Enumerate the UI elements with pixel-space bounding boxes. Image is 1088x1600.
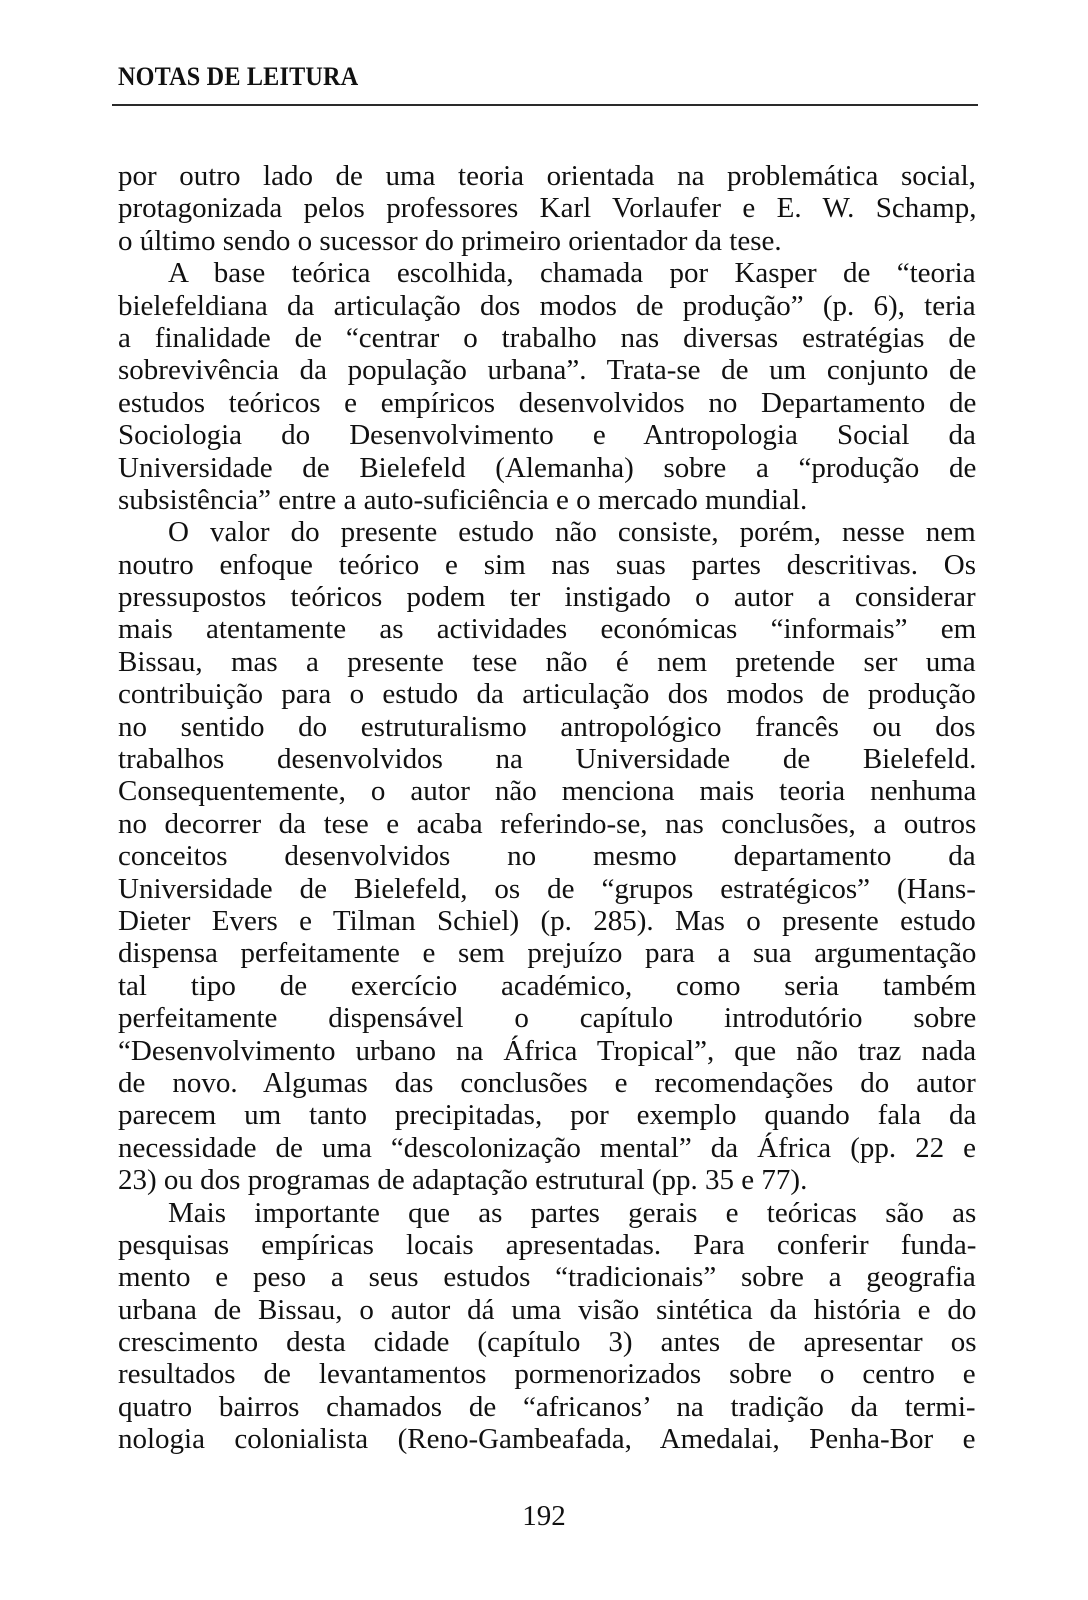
text-line-content: crescimento desta cidade (capítulo 3) antes de apresentar os: [118, 1326, 977, 1359]
text-line: [118, 354, 976, 386]
text-line-content: Sociologia do Desenvolvimento e Antropologia Social da: [118, 419, 976, 452]
text-line: [118, 1099, 976, 1131]
text-line: [118, 225, 976, 257]
text-line: [118, 646, 976, 678]
text-line: [118, 1035, 976, 1067]
text-line-content: parecem um tanto precipitadas, por exemplo quando fala da: [118, 1099, 977, 1132]
text-line-content: noutro enfoque teórico e sim nas suas partes descritivas. Os: [118, 548, 976, 581]
text-line-content: bielefeldiana da articulação dos modos de produção” (p. 6), teria: [118, 289, 976, 322]
text-line: [118, 808, 976, 840]
body-text: [118, 160, 976, 1456]
text-line-content: de novo. Algumas das conclusões e recomendações do autor: [118, 1066, 976, 1099]
text-line-content: Universidade de Bielefeld (Alemanha) sobre a “produção de: [118, 451, 977, 484]
text-line-content: estudos teóricos e empíricos desenvolvidos no Departamento de: [118, 386, 977, 419]
text-line-content: por outro lado de uma teoria orientada na problemática social,: [118, 160, 976, 192]
text-line-content: a finalidade de “centrar o trabalho nas diversas estratégias de: [118, 321, 976, 354]
text-line: [118, 873, 976, 905]
text-line: [118, 192, 976, 224]
text-line-content: Mais importante que as partes gerais e teóricas são as: [168, 1196, 977, 1229]
text-line: [118, 743, 976, 775]
text-line: [118, 484, 976, 516]
text-line: [118, 840, 976, 872]
text-line-content: o último sendo o sucessor do primeiro orientador da tese.: [118, 224, 782, 257]
text-line: [118, 581, 976, 613]
text-line: [118, 1391, 976, 1423]
text-line: [118, 516, 976, 548]
running-head-title: NOTAS DE LEITURA: [118, 62, 359, 91]
text-line-content: tal tipo de exercício académico, como seria também: [118, 969, 977, 1002]
text-line: [118, 775, 976, 807]
text-line-content: subsistência” entre a auto-suficiência e o mercado mundial.: [118, 483, 808, 516]
text-line: [118, 549, 976, 581]
text-line-content: Consequentemente, o autor não menciona mais teoria nenhuma: [118, 775, 977, 808]
text-line: [118, 1358, 976, 1390]
text-line: [118, 1261, 976, 1293]
text-line-content: quatro bairros chamados de “africanos’ na tradição da termi-: [118, 1390, 976, 1423]
text-line: [118, 1326, 976, 1358]
text-line: [118, 1067, 976, 1099]
text-line: [118, 1132, 976, 1164]
text-line-content: trabalhos desenvolvidos na Universidade de Bielefeld.: [118, 743, 977, 776]
text-line-content: no sentido do estruturalismo antropológico francês ou dos: [118, 710, 976, 743]
text-line: [118, 322, 976, 354]
text-line: [118, 970, 976, 1002]
text-line-content: nologia colonialista (Reno-Gambeafada, Amedalai, Penha-Bor e: [118, 1423, 976, 1456]
text-line: [118, 1197, 976, 1229]
text-line-content: conceitos desenvolvidos no mesmo departamento da: [118, 840, 976, 873]
text-line-content: “Desenvolvimento urbano na África Tropical”, que não traz nada: [118, 1034, 977, 1067]
text-line: [118, 452, 976, 484]
text-line-content: perfeitamente dispensável o capítulo introdutório sobre: [118, 1002, 977, 1035]
text-line-content: mais atentamente as actividades económicas “informais” em: [118, 613, 977, 646]
text-line-content: 23) ou dos programas de adaptação estrutural (pp. 35 e 77).: [118, 1164, 808, 1197]
text-line-content: Universidade de Bielefeld, os de “grupos estratégicos” (Hans-: [118, 872, 976, 905]
text-line-content: urbana de Bissau, o autor dá uma visão sintética da história e do: [118, 1293, 977, 1326]
text-line: [118, 419, 976, 451]
text-line-content: pressupostos teóricos podem ter instigado o autor a considerar: [118, 581, 976, 614]
text-line: [118, 905, 976, 937]
text-line: [118, 1423, 976, 1455]
text-line: [118, 160, 976, 192]
text-line-content: dispensa perfeitamente e sem prejuízo para a sua argumentação: [118, 937, 977, 970]
text-line-content: sobrevivência da população urbana”. Trata-se de um conjunto de: [118, 354, 977, 387]
page-number: 192: [522, 1500, 566, 1532]
text-line: [118, 711, 976, 743]
text-line-content: O valor do presente estudo não consiste, porém, nesse nem: [168, 516, 976, 549]
text-line-content: pesquisas empíricas locais apresentadas. Para conferir funda-: [118, 1228, 977, 1261]
text-line: [118, 678, 976, 710]
text-line: [118, 257, 976, 289]
text-line-content: A base teórica escolhida, chamada por Kasper de “teoria: [168, 257, 976, 290]
text-line: [118, 1294, 976, 1326]
header-rule-divider: [112, 104, 978, 106]
text-line: [118, 937, 976, 969]
text-line-content: mento e peso a seus estudos “tradicionais” sobre a geografia: [118, 1261, 976, 1294]
text-line: [118, 290, 976, 322]
text-line-content: resultados de levantamentos pormenorizados sobre o centro e: [118, 1358, 976, 1391]
text-line-content: Bissau, mas a presente tese não é nem pretende ser uma: [118, 645, 976, 678]
text-line: [118, 1164, 976, 1196]
text-line-content: protagonizada pelos professores Karl Vorlaufer e E. W. Schamp,: [118, 192, 977, 225]
text-line-content: Dieter Evers e Tilman Schiel) (p. 285). Mas o presente estudo: [118, 904, 976, 937]
text-line-content: necessidade de uma “descolonização mental” da África (pp. 22 e: [118, 1131, 977, 1164]
text-line-content: no decorrer da tese e acaba referindo-se, nas conclusões, a outros: [118, 807, 977, 840]
text-line: [118, 613, 976, 645]
text-line: [118, 387, 976, 419]
text-line: [118, 1229, 976, 1261]
text-line: [118, 1002, 976, 1034]
text-line-content: contribuição para o estudo da articulação dos modos de produção: [118, 678, 976, 711]
